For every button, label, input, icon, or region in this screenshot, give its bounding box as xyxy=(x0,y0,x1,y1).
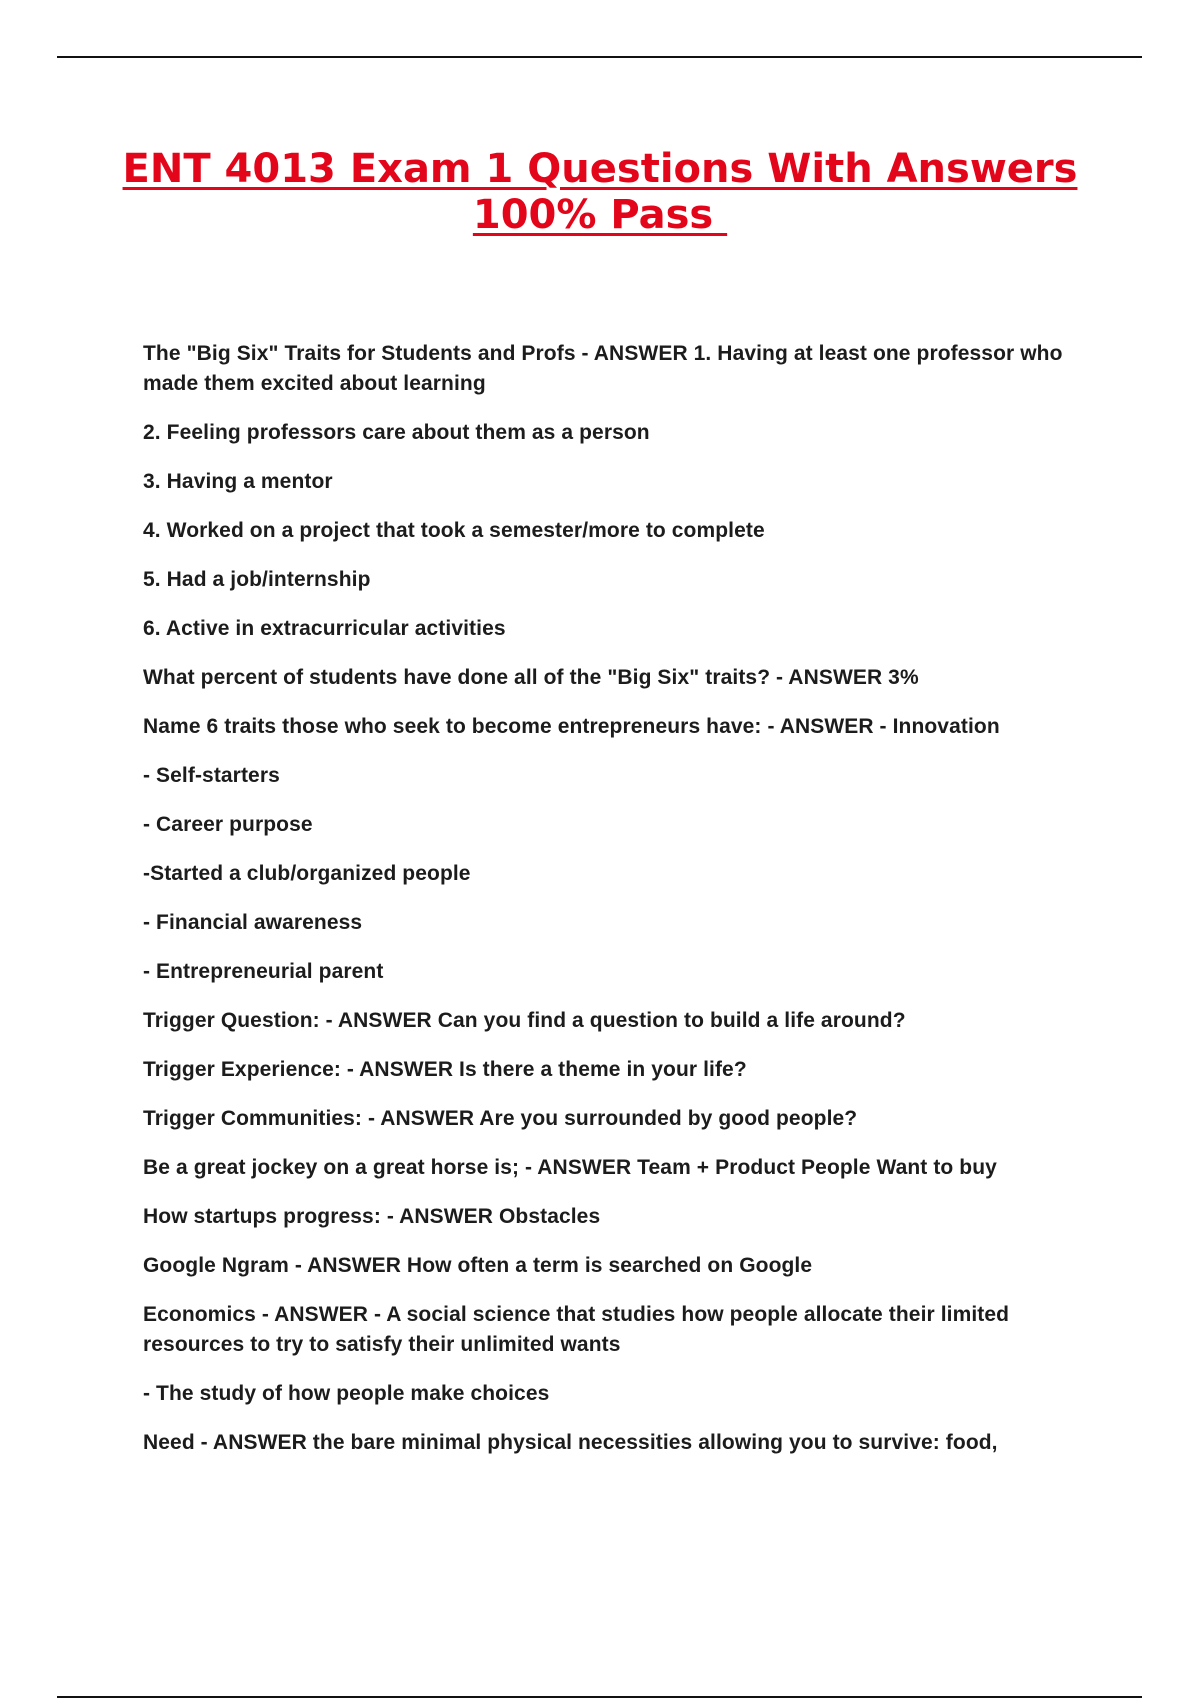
qa-paragraph: - Financial awareness xyxy=(143,911,363,934)
qa-paragraph: Need - ANSWER the bare minimal physical necessities allowing you to survive: food, xyxy=(143,1431,998,1454)
title-line-2: 100% Pass xyxy=(472,192,728,238)
qa-paragraph: -Started a club/organized people xyxy=(143,862,471,885)
qa-paragraph: - Self-starters xyxy=(143,764,280,787)
qa-paragraph: Trigger Communities: - ANSWER Are you surrounded by good people? xyxy=(143,1107,858,1130)
qa-paragraph: - The study of how people make choices xyxy=(143,1382,550,1405)
document-title xyxy=(100,146,1100,238)
footer-rule xyxy=(57,1696,1142,1698)
qa-paragraph: The "Big Six" Traits for Students and Profs - ANSWER 1. Having at least one professor who made them excited about learning xyxy=(143,342,1063,395)
qa-paragraph: - Entrepreneurial parent xyxy=(143,960,384,983)
qa-paragraph: 5. Had a job/internship xyxy=(143,568,371,591)
qa-paragraph: 3. Having a mentor xyxy=(143,470,333,493)
qa-paragraph: Trigger Experience: - ANSWER Is there a theme in your life? xyxy=(143,1058,747,1081)
qa-paragraph: What percent of students have done all of the "Big Six" traits? - ANSWER 3% xyxy=(143,666,919,689)
title-line-1: ENT 4013 Exam 1 Questions With Answers xyxy=(122,146,1078,192)
document-body xyxy=(143,339,1103,1477)
header-rule xyxy=(57,56,1142,58)
qa-paragraph: Google Ngram - ANSWER How often a term is searched on Google xyxy=(143,1254,813,1277)
qa-paragraph: 6. Active in extracurricular activities xyxy=(143,617,506,640)
qa-paragraph: Trigger Question: - ANSWER Can you find a question to build a life around? xyxy=(143,1009,906,1032)
qa-paragraph: Be a great jockey on a great horse is; - ANSWER Team + Product People Want to buy xyxy=(143,1156,997,1179)
qa-paragraph: Economics - ANSWER - A social science that studies how people allocate their limited resources to try to satisfy their unlimited wants xyxy=(143,1303,1010,1356)
qa-paragraph: How startups progress: - ANSWER Obstacles xyxy=(143,1205,601,1228)
qa-paragraph: Name 6 traits those who seek to become entrepreneurs have: - ANSWER - Innovation xyxy=(143,715,1000,738)
qa-paragraph: - Career purpose xyxy=(143,813,313,836)
qa-paragraph: 4. Worked on a project that took a semester/more to complete xyxy=(143,519,765,542)
qa-paragraph: 2. Feeling professors care about them as a person xyxy=(143,421,650,444)
